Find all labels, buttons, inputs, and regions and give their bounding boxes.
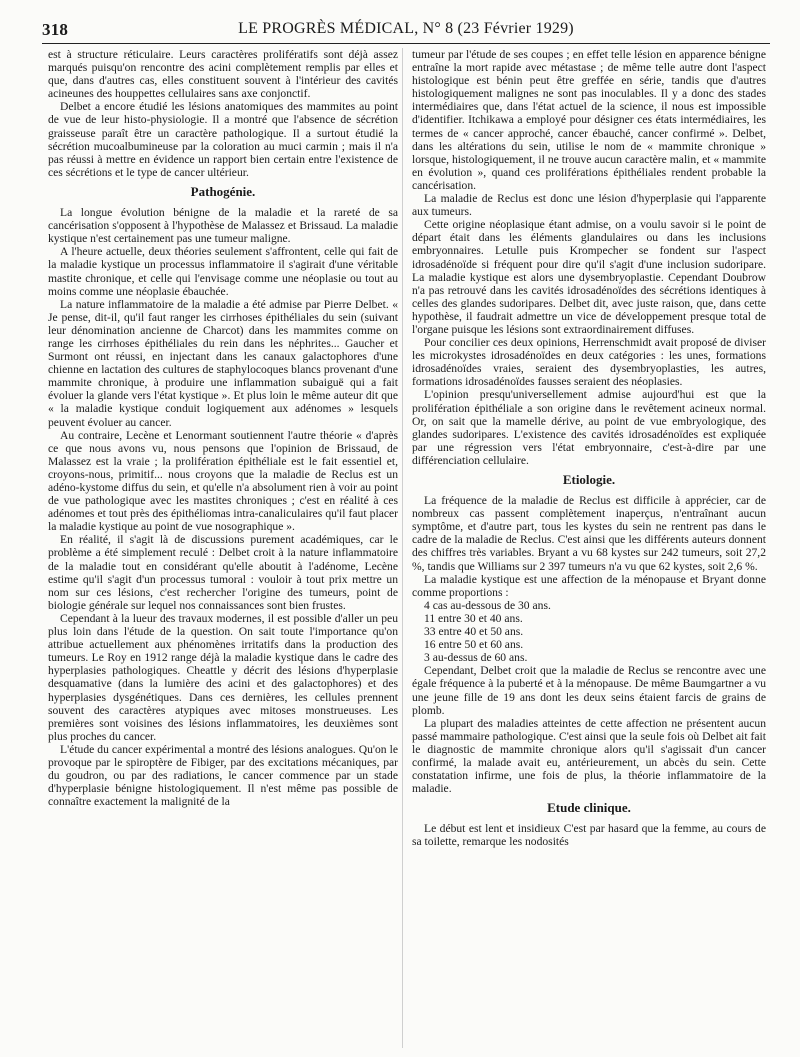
- header-rule: [42, 43, 770, 44]
- age-list-item: 33 entre 40 et 50 ans.: [424, 625, 524, 639]
- paragraph: En réalité, il s'agit là de discussions purement académiques, car le problème a été simplement reculé : Delbet croit à la nature inflammatoire de la maladie tout en considérant qu'elle aboutit à l'adénome, Lecène estime qu'il s'agit d'un processus tumoral : vouloir à tout prix mettre un nom sur ces lésions, c'est rechercher l'origine des tumeurs, point de biologie générale sur lequel nos connaissances sont bien frustes.: [48, 533, 398, 612]
- section-heading-pathogenie: Pathogénie.: [190, 183, 256, 199]
- journal-title: LE PROGRÈS MÉDICAL, N° 8 (23 Février 1929): [238, 20, 574, 37]
- paragraph: Pour concilier ces deux opinions, Herrenschmidt avait proposé de diviser les microkystes idrosadénoïdes en deux catégories : les unes, formations idrosadénoïdes vraies, seraient des dysembryoplasties, les autres, formations idrosadénoïdes fausses seraient des néoplasies.: [412, 336, 766, 389]
- age-list-item: 4 cas au-dessous de 30 ans.: [424, 598, 551, 612]
- paragraph: La maladie de Reclus est donc une lésion d'hyperplasie qui l'apparente aux tumeurs.: [412, 192, 766, 219]
- paragraph: La maladie kystique est une affection de la ménopause et Bryant donne comme proportions :: [412, 572, 766, 599]
- page-number: 318: [42, 20, 69, 39]
- paragraph: Le début est lent et insidieux C'est par hasard que la femme, au cours de sa toilette, remarque les nodosités: [412, 822, 766, 849]
- paragraph: L'opinion presqu'universellement admise aujourd'hui est que la prolifération épithéliale a son origine dans le revêtement acineux normal. Or, on sait que la mamelle dérive, au point de vue embryologique, des glandes sudoripares. L'existence des cavités idrosadénoïdes est expliquée par une régression vers l'état embryonnaire, c'est-à-dire par une différenciation cellulaire.: [412, 388, 766, 467]
- paragraph: La nature inflammatoire de la maladie a été admise par Pierre Delbet. « Je pense, dit-il, qu'il faut ranger les cirrhoses épithéliales du sein (suivant leur dénomination ancienne de Charcot) dans les mammites comme on range les cirrhoses épithéliales du rein dans les néphrites... Gaucher et Surmont ont réussi, en injectant dans les canaux galactophores d'une chienne en lactation des cultures de staphylocoques blancs provenant d'une mammite chronique, à produire une inflammation subaiguë qui a fait évoluer la glande vers l'état kystique ». Et plus loin le même auteur dit que « la maladie kystique conduit logiquement aux adénomes » lesquels peuvent évoluer au cancer.: [48, 297, 398, 429]
- paragraph: Cette origine néoplasique étant admise, on a voulu savoir si le point de départ était dans les éléments glandulaires ou dans les inclusions embryonnaires. Letulle puis Krompecher se fondent sur l'aspect idrosadénoïde si fréquent pour dire qu'il s'agit d'une inclusion sudoripare. La maladie kystique est alors une dysembryoplastie. Cependant Doubrow n'a pas retrouvé dans les cavités idrosadénoïdes des sécrétions identiques à celles des glandes sudoripares. Delbet dit, avec juste raison, que, dans cette hypothèse, il faudrait admettre un vice de développement presque total de l'organe puisque les lésions sont extraordinairement diffuses.: [412, 218, 766, 336]
- paragraph: Cependant, Delbet croit que la maladie de Reclus se rencontre avec une égale fréquence à la puberté et à la ménopause. De même Baumgartner a vu une jeune fille de 19 ans dont les deux seins étaient farcis de grains de plomb.: [412, 664, 766, 717]
- paragraph: est à structure réticulaire. Leurs caractères prolifératifs sont déjà assez marqués puisqu'on rencontre des acini complètement remplis par elles et que, dans d'autres cas, elles constituent souvent à l'intérieur des cavités acineunes des houppettes cellulaires sans axe conjonctif.: [48, 48, 398, 101]
- paragraph: Delbet a encore étudié les lésions anatomiques des mammites au point de vue de leur histo-physiologie. Il a montré que l'absence de sécrétion graisseuse paraît être un caractère pathologique. Il a surtout étudié la sécrétion mucoalbumineuse par la coloration au muci carmin ; mais il n'a pas réussi à mettre en évidence un rapport bien certain entre l'existence de ces sécrétions et le type de cancer ultérieur.: [48, 100, 398, 179]
- running-header: [42, 18, 770, 40]
- paragraph: A l'heure actuelle, deux théories seulement s'affrontent, celle qui fait de la maladie kystique un processus inflammatoire il s'agirait d'une véritable mastite chronique, et celle qui l'envisage comme une néoplasie ou tout au moins comme une néoplasie ébauchée.: [48, 245, 398, 298]
- section-heading-etude-clinique: Etude clinique.: [547, 800, 631, 816]
- left-column: [48, 48, 398, 808]
- age-list-item: 16 entre 50 et 60 ans.: [424, 638, 524, 652]
- age-list-item: 3 au-dessus de 60 ans.: [424, 651, 528, 665]
- column-gutter: [402, 48, 403, 1048]
- paragraph: L'étude du cancer expérimental a montré des lésions analogues. Qu'on le provoque par le spiroptère de Fibiger, par des excitations mécaniques, par du goudron, ou par des radiations, le cancer commence par un stade d'hyperplasie bénigne histologiquement. Il n'est même pas possible de connaître exactement la malignité de la: [48, 742, 398, 809]
- paragraph: La longue évolution bénigne de la maladie et la rareté de sa cancérisation s'opposent à l'hypothèse de Malassez et Brissaud. La maladie kystique n'est certainement pas une tumeur maligne.: [48, 206, 398, 246]
- age-list-item: 11 entre 30 et 40 ans.: [424, 611, 523, 625]
- paragraph: Cependant à la lueur des travaux modernes, il est possible d'aller un peu plus loin dans l'étude de la question. On sait toute l'importance qu'on attribue actuellement aux phénomènes irritatifs dans la production des tumeurs. Le Roy en 1912 range déjà la maladie kystique dans le cadre des hyperplasies pathologiques. Cheattle y décrit des lésions d'hyperplasie desquamative (dans la lumière des acini et des galactophores) et des hyperplasies dysgénétiques. Dans ces dernières, les cellules prennent souvent des caractères atypiques avec mitoses monstrueuses. Les premières sont voisines des lésions inflammatoires, les deuxièmes sont plus proches du cancer.: [48, 611, 398, 743]
- section-heading-etiologie: Etiologie.: [562, 472, 616, 487]
- paragraph: La plupart des maladies atteintes de cette affection ne présentent aucun passé mammaire pathologique. C'est ainsi que la seule fois où Delbet ait fait le diagnostic de mammite chronique alors qu'il s'agissait d'un cancer confirmé, la malade avait eu, antérieurement, un abcès du sein. Cette constatation infirme, une fois de plus, la théorie inflammatoire de la maladie.: [412, 716, 766, 796]
- paragraph: Au contraire, Lecène et Lenormant soutiennent l'autre théorie « d'après ce que nous avons vu, nous pensons que l'opinion de Brissaud, de Malassez est la vraie ; la prolifération épithéliale est le fait essentiel et, croyons-nous, primitif... nous croyons que la maladie de Reclus est un adéno-kystome diffus du sein, et qu'elle n'a absolument rien à voir au point de vue pathologique avec les mastites chroniques ; c'est en réalité à ces adénomes et tout près des épithéliomas intra-canaliculaires qu'il faut placer la maladie kystique au point de vue nosographique ».: [48, 428, 398, 534]
- paragraph: La fréquence de la maladie de Reclus est difficile à apprécier, car de nombreux cas passent complètement inaperçus, n'entraînant aucun symptôme, et d'autre part, tous les kystes du sein ne rentrent pas dans le cadre de la maladie de Reclus. C'est ainsi que les différents auteurs donnent des chiffres très variables. Bryant a vu 68 kystes sur 242 tumeurs, soit 27,2 %, tandis que Williams sur 2 397 tumeurs n'a vu que 62 kystes, soit 2,6 %.: [412, 494, 766, 573]
- paragraph: tumeur par l'étude de ses coupes ; en effet telle lésion en apparence bénigne entraîne la mort rapide avec métastase ; de même telle autre dont l'aspect histologique est bénin peut être greffée en série, tandis que d'autres histologiquement malignes ne sont pas inoculables. Il y a donc des stades intermédiaires que, dans l'état actuel de la science, il nous est impossible d'identifier. Itchikawa a employé pour désigner ces états intermédiaires, les termes de « cancer approché, cancer ébauché, cancer confirmé ». Delbet, dans les altérations du sein, utilise le nom de « mammite chronique » lorsque, histologiquement, il ne trouve aucun caractère malin, et « mammite en évolution », quand ces proliférations épithéliales rendent probable la cancérisation.: [412, 48, 766, 192]
- right-column: [412, 48, 766, 849]
